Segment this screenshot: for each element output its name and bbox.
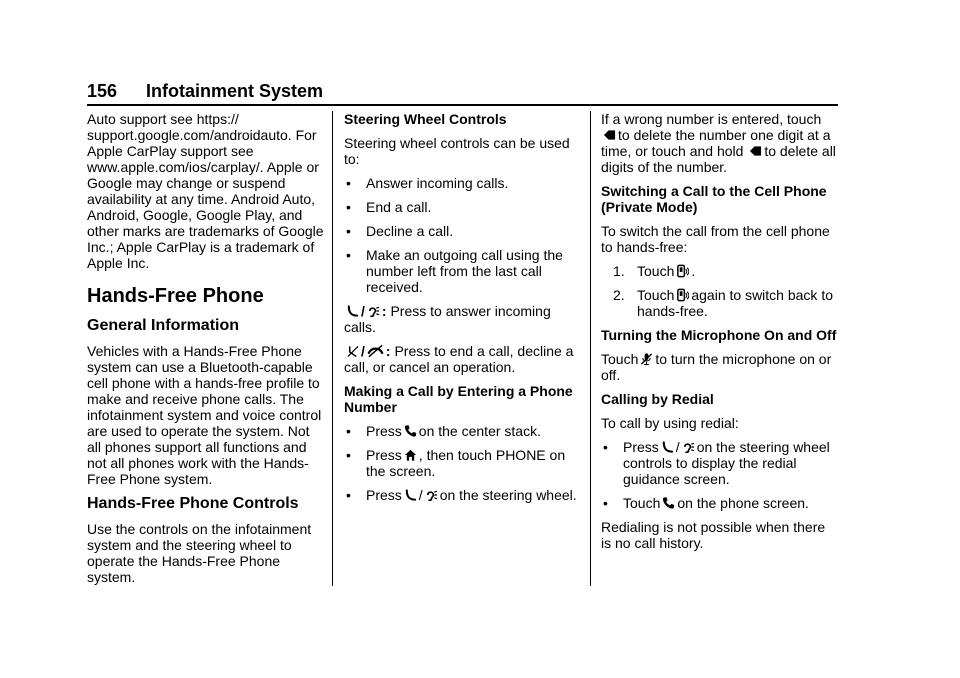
phone-icon bbox=[404, 424, 417, 438]
answer-call-text: Press to answer incoming calls. bbox=[344, 303, 551, 335]
wrong-number-paragraph: If a wrong number is entered, touch to delete the number one digit at a time, or touch and hold to delete all digits of the number. bbox=[601, 111, 836, 175]
intro-paragraph: Auto support see https:// support.google.com/androidauto. For Apple CarPlay support see www.apple.com/ios/carplay/. Apple or Google may change or suspend availability at any time. Android Auto, Android, Google, Google Play, and other marks are trademarks of Google Inc.; Apple CarPlay is a trademark of Apple Inc. bbox=[87, 111, 324, 271]
slash: / bbox=[675, 439, 680, 455]
backspace-icon bbox=[603, 128, 616, 142]
heading-hands-free-phone-controls: Hands-Free Phone Controls bbox=[87, 495, 299, 512]
mute-icon bbox=[367, 344, 384, 358]
slash: / bbox=[361, 303, 365, 319]
general-information-paragraph: Vehicles with a Hands-Free Phone system can use a Bluetooth-capable cell phone with a hands-free profile to make and receive phone calls. The infotainment system and voice control are used to operate the system. Not all phones support all functions and not all phones work with the Hands-Free Phone system. bbox=[87, 343, 322, 487]
voice-icon bbox=[425, 488, 438, 502]
redial-note: Redialing is not possible when there is no call history. bbox=[601, 519, 826, 551]
bullet: • bbox=[346, 199, 351, 215]
phone-end-icon bbox=[346, 344, 359, 358]
controls-paragraph: Use the controls on the infotainment system and the steering wheel to operate the Hands-Free Phone system. bbox=[87, 521, 312, 585]
list-item: • Press / on the steering wheel controls to display the redial guidance screen. bbox=[603, 439, 830, 487]
list-item: 1. Touch . bbox=[613, 263, 696, 279]
column-1 bbox=[87, 111, 325, 593]
heading-general-information: General Information bbox=[87, 317, 240, 334]
list-item-text: Decline a call. bbox=[366, 223, 454, 239]
list-item-text: Answer incoming calls. bbox=[366, 175, 509, 191]
list-item bbox=[344, 175, 582, 191]
list-item-text: Make an outgoing call using the number left from the last call received. bbox=[366, 247, 563, 295]
column-2 bbox=[344, 111, 582, 511]
list-item: • Press on the center stack. bbox=[346, 423, 541, 439]
handset-icon bbox=[676, 288, 689, 302]
list-item: • Press , then touch PHONE on the screen. bbox=[346, 447, 566, 479]
list-item: • Press / on the steering wheel. bbox=[346, 487, 577, 503]
phone-icon bbox=[662, 496, 675, 510]
list-item: 2. Touch again to switch back to hands-free. bbox=[613, 287, 833, 319]
list-item-text: End a call. bbox=[366, 199, 432, 215]
bullet: • bbox=[603, 495, 608, 511]
slash: / bbox=[361, 343, 365, 359]
heading-making-a-call: Making a Call by Entering a Phone Number bbox=[344, 383, 573, 415]
column-3 bbox=[601, 111, 839, 559]
voice-icon bbox=[682, 440, 695, 454]
bullet: • bbox=[603, 439, 608, 455]
heading-switching-call: Switching a Call to the Cell Phone (Private Mode) bbox=[601, 183, 827, 215]
switch-intro: To switch the call from the cell phone to hands-free: bbox=[601, 223, 830, 255]
handset-icon bbox=[676, 264, 689, 278]
list-item bbox=[344, 199, 582, 215]
bullet: • bbox=[346, 487, 351, 503]
redial-intro: To call by using redial: bbox=[601, 415, 739, 431]
list-item: • Touch on the phone screen. bbox=[603, 495, 809, 511]
end-call-text: Press to end a call, decline a call, or cancel an operation. bbox=[344, 343, 574, 375]
answer-call-paragraph bbox=[344, 303, 582, 335]
phone-answer-icon bbox=[661, 440, 674, 454]
mic-mute-icon bbox=[640, 352, 653, 366]
voice-icon bbox=[367, 304, 380, 318]
section-title: Infotainment System bbox=[146, 81, 324, 101]
page-number: 156 bbox=[87, 81, 118, 101]
heading-hands-free-phone: Hands-Free Phone bbox=[87, 285, 264, 307]
column-divider-left bbox=[332, 111, 333, 586]
list-item bbox=[344, 223, 582, 239]
bullet: • bbox=[346, 423, 351, 439]
bullet: • bbox=[346, 247, 351, 263]
bullet: • bbox=[346, 175, 351, 191]
header-rule bbox=[87, 104, 838, 106]
column-divider-right bbox=[590, 111, 591, 586]
bullet: • bbox=[346, 223, 351, 239]
bullet: • bbox=[346, 447, 351, 463]
microphone-paragraph: Touch to turn the microphone on or off. bbox=[601, 351, 832, 383]
heading-steering-wheel-controls: Steering Wheel Controls bbox=[344, 111, 507, 127]
step-number: 2. bbox=[613, 287, 625, 303]
page-header bbox=[87, 81, 838, 107]
steering-wheel-intro: Steering wheel controls can be used to: bbox=[344, 135, 570, 167]
heading-calling-by-redial: Calling by Redial bbox=[601, 391, 714, 407]
phone-answer-icon bbox=[346, 304, 359, 318]
phone-answer-icon bbox=[404, 488, 417, 502]
step-number: 1. bbox=[613, 263, 625, 279]
heading-microphone: Turning the Microphone On and Off bbox=[601, 327, 837, 343]
backspace-icon bbox=[749, 144, 762, 158]
home-icon bbox=[404, 448, 417, 462]
end-call-paragraph bbox=[344, 343, 582, 375]
colon: : bbox=[385, 343, 391, 359]
list-item bbox=[344, 247, 582, 295]
colon: : bbox=[381, 303, 387, 319]
slash: / bbox=[418, 487, 423, 503]
